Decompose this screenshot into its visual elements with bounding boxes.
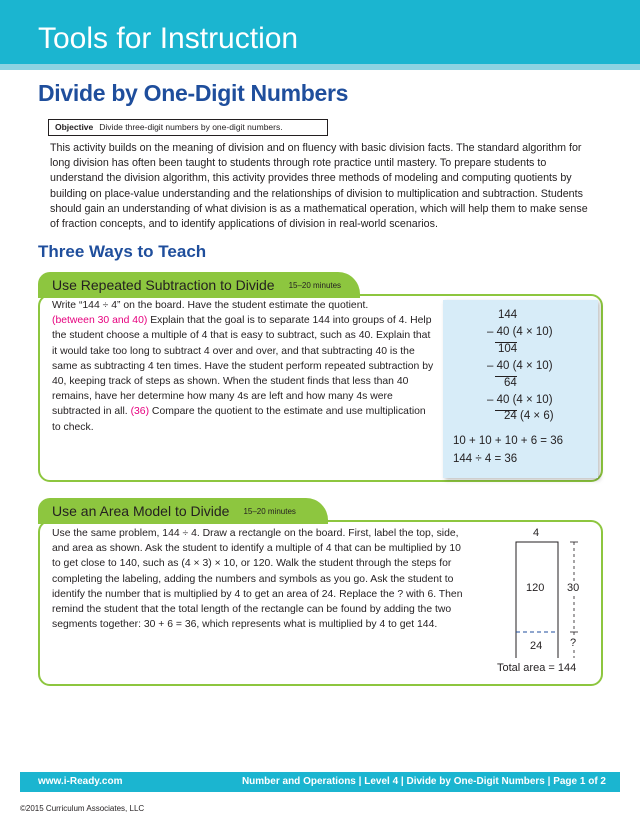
area-side-upper: 30 [567, 582, 580, 594]
area-upper-value: 120 [526, 582, 545, 594]
s1-text-e: Compare the quotient to the estimate and use multiplication to check. [52, 406, 426, 433]
s1-text-c: Explain that the goal is to separate 144 into groups of 4. Help the student choose a multiple of 4 that is easy to subtract, such as 40. Explain that it would take too long to subtract 4 over and over, and that subtracting 40 is the same as subtracting 4 ten times. Have the student perform repeated subtraction by 40, keeping track of steps as shown. When the student finds that less than 40 remains, have her determine how many 4s are left and how many 4s were subtracted in all. [52, 315, 434, 418]
area-lower-value: 24 [530, 640, 543, 652]
calc-line-6: – 40 (4 × 10) [487, 394, 553, 406]
s1-text-a: Write “144 ÷ 4” on the board. Have the student estimate the quotient. [52, 300, 369, 311]
area-model-label: Use an Area Model to Divide [52, 503, 230, 519]
area-model-tab [38, 498, 328, 524]
footer-info: Number and Operations | Level 4 | Divide by One-Digit Numbers | Page 1 of 2 [241, 776, 606, 787]
area-model-time: 15–20 minutes [243, 506, 296, 516]
calc-line-7: 24 (4 × 6) [504, 410, 554, 422]
calc-result: 144 ÷ 4 = 36 [453, 453, 518, 465]
s1-estimate-answer: (between 30 and 40) [52, 315, 148, 327]
repeated-subtraction-tab [38, 272, 360, 298]
area-total: Total area = 144 [497, 662, 577, 674]
calc-line-5: 64 [504, 377, 517, 389]
calc-sum: 10 + 10 + 10 + 6 = 36 [453, 435, 563, 447]
header-title: Tools for Instruction [38, 22, 299, 55]
s1-count-answer: (36) [130, 406, 150, 418]
calc-line-4: – 40 (4 × 10) [487, 360, 553, 372]
objective-box [48, 119, 328, 136]
area-model-diagram [485, 528, 605, 658]
area-side-lower: ? [570, 637, 577, 649]
repeated-subtraction-label: Use Repeated Subtraction to Divide [52, 277, 275, 293]
calc-line-3: 104 [498, 343, 518, 355]
page-title: Divide by One-Digit Numbers [38, 80, 349, 106]
subtraction-work-box [443, 300, 598, 478]
section-title: Three Ways to Teach [38, 242, 207, 261]
repeated-subtraction-time: 15–20 minutes [288, 280, 342, 290]
calc-line-2: – 40 (4 × 10) [487, 326, 553, 338]
repeated-subtraction-text [52, 298, 434, 435]
header-banner [0, 0, 640, 70]
objective-text: Divide three-digit numbers by one-digit numbers. [99, 122, 283, 132]
area-model-text: Use the same problem, 144 ÷ 4. Draw a rectangle on the board. First, label the top, side, and area as shown. Ask the student to identify a multiple of 4 that can be multiplied by 10 to get close to 140, such as (4 × 3) × 10, or 120. Walk the student through the steps for completing the labeling, adding the numbers and symbols as you go. Ask the student to identify the number that is multiplied by 4 to get an area of 24. Replace the ? with 6. Then remind the student that the total length of the rectangle can be found by adding the two segments together: 30 + 6 = 36, which represents what is multiplied by 4 to get 144. [52, 528, 463, 631]
copyright: ©2015 Curriculum Associates, LLC [20, 804, 145, 813]
objective-label: Objective [55, 122, 94, 132]
intro-paragraph: This activity builds on the meaning of division and on fluency with basic division facts. The standard algorithm for long division has often been taught to students through rote practice until mastery. To prepare students to understand the division algorithm, this activity provides three methods of modeling and computing quotients by building on place-value understanding and the relationships of division to multiplication and subtraction. Students should gain an understanding of what division is as a mathematical operation, which will help them to make sense of fraction concepts, and to identify applications of division in real-world scenarios. [50, 142, 588, 231]
area-top-label: 4 [533, 527, 540, 539]
footer-website-link[interactable]: www.i-Ready.com [38, 776, 123, 787]
calc-line-1: 144 [498, 309, 518, 321]
